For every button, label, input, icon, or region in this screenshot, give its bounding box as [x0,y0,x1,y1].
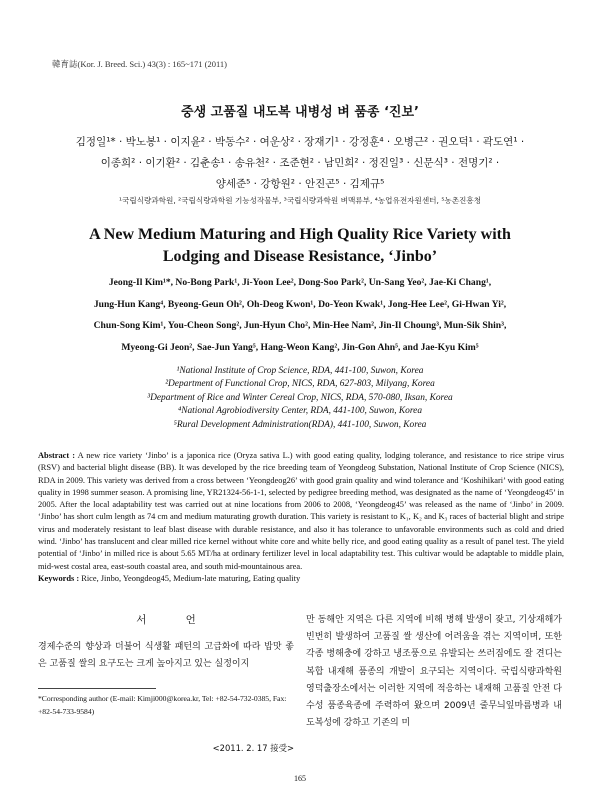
intro-paragraph-right: 만 동해안 지역은 다른 지역에 비해 병해 발생이 잦고, 기상재해가 빈번히 발생하여 고품질 쌀 생산에 어려움을 겪는 지역이며, 또한 각종 병해충에 강하고 냉조풍으로 유발되는 쓰러짐에도 잘 견디는 복합 내재해 품종의 개발이 요구되는 지역이다. 국립식량과학원 영덕출장소에서는 이러한 지역에 적응하는 내재해 고품질 안전 다수성 품종육종에 주력하여 왔으며 2009년 줄무늬잎마름병과 내도복성에 강하고 기존의 미 [306,615,562,729]
abstract-label: Abstract : [38,451,76,460]
korean-authors [70,132,530,195]
affiliation-line: ²Department of Functional Crop, NICS, RDA, 627-803, Milyang, Korea [165,379,435,390]
english-authors-line: Myeong-Gi Jeon², Sae-Jun Yang⁵, Hang-Weon Kang², Jin-Gon Ahn⁵, and Jae-Kyu Kim⁵ [121,341,479,353]
abstract [38,450,564,573]
page-number: 165 [294,774,306,783]
keywords [38,574,564,583]
korean-authors-line: 양세준⁵ · 강항원² · 안진곤⁵ · 김제규⁵ [215,178,385,190]
affiliation-line: ¹National Institute of Crop Science, RDA, 441-100, Suwon, Korea [176,366,424,376]
english-affiliations [50,365,550,432]
received-date: <2011. 2. 17 接受> [212,743,294,753]
korean-title: 중생 고품질 내도복 내병성 벼 품종 ‘진보’ [181,105,419,120]
english-authors [50,272,550,358]
keywords-label: Keywords : [38,574,80,583]
affiliation-line: ³Department of Rice and Winter Cereal Crop, NICS, RDA, 570-080, Iksan, Korea [147,392,453,403]
affiliation-line: ⁵Rural Development Administration(RDA), 441-100, Suwon, Korea [173,419,427,430]
english-authors-line: Chun-Song Kim¹, You-Cheon Song², Jun-Hyun Cho², Min-Hee Nam², Jin-Il Choung³, Mun-Sik Shin³, [93,320,507,331]
affiliation-line: ⁴National Agrobiodiversity Center, RDA, 441-100, Suwon, Korea [177,406,423,417]
intro-paragraph-left: 경제수준의 향상과 더불어 식생활 패턴의 고급화에 따라 밥맛 좋은 고품질 쌀의 요구도는 크게 높아지고 있는 실정이지 [38,642,294,669]
korean-authors-line: 이종희² · 이기환² · 김춘송¹ · 송유천² · 조준현² · 남민희² · 정진일³ · 신문식³ · 전명기² · [100,157,500,169]
korean-affiliations: ¹국립식량과학원, ²국립식량과학원 기능성작물부, ³국립식량과학원 벼맥류부, ⁴농업유전자원센터, ⁵농촌진흥청 [118,196,482,205]
left-column [38,612,294,673]
english-authors-line: Jung-Hun Kang⁴, Byeong-Geun Oh², Oh-Deog Kwon¹, Do-Yeon Kwak¹, Jong-Hee Lee², Gi-Hwan Yi², [93,298,507,310]
footnote-divider [38,688,156,689]
english-title-line: A New Medium Maturing and High Quality Rice Variety with [89,226,511,243]
section-heading-introduction: 서 언 [136,614,214,626]
abstract-text: A new rice variety ‘Jinbo’ is a japonica rice (Oryza sativa L.) with good eating quality, lodging tolerance, and resistance to rice stripe virus (RSV) and bacterial blight disease (BB). It was developed by the rice breeding team of Yeongdeog Substation, National Institute of Crop Science (NICS), RDA in 2009. This variety was derived from a cross between ‘Yeongdeog26’ with good grain quality and wind tolerance and ‘Koshihikari’ with good eating quality in 1998 summer season. A promising line, YR21324-56-1-1, selected by pedigree breeding method, was designated as the name of ‘Yeongdeog45’ in 2005. After the local adaptability test was carried out at nine locations from 2006 to 2008, ‘Yeongdeog45’ was released as the name of ‘Jinbo’ in 2009. ‘Jinbo’ has short culm length as 74 cm and medium maturating growth duration. This variety is resistant to K₁, K₂ and K₃ races of bacterial blight and stripe virus and moderately resistant to leaf blast disease with durable resistance, and also it has tolerance to unfavorable environments such as cold and dried wind. ‘Jinbo’ has translucent and clear milled rice kernel without white core and white belly rice, and good eating quality as a result of panel test. The yield potential of ‘Jinbo’ in milled rice is about 5.65 MT/ha at ordinary fertilizer level in local adaptability test. This cultivar would be adaptable to middle plain, mid-west costal area, east-south coastal area, and south mid-mountainous area. [38,451,564,571]
journal-citation: 韓育誌(Kor. J. Breed. Sci.) 43(3) : 165~171 (2011) [52,59,227,69]
korean-authors-line: 김정일¹* · 박노봉¹ · 이지윤² · 박동수² · 여운상² · 장재기¹ · 강정훈⁴ · 오병근² · 권오덕¹ · 곽도연¹ · [75,136,525,148]
english-authors-line: Jeong-Il Kim¹*, No-Bong Park¹, Ji-Yoon Lee², Dong-Soo Park², Un-Sang Yeo², Jae-Ki Chang¹, [108,277,492,288]
english-title-line: Lodging and Disease Resistance, ‘Jinbo’ [162,248,438,265]
corresponding-author-footnote: *Corresponding author (E-mail: Kimji000@korea.kr, Tel: +82-54-732-0385, Fax: +82-54-733-9584) [38,694,287,716]
keywords-text: Rice, Jinbo, Yeongdeog45, Medium-late maturing, Eating quality [81,574,301,583]
english-title [40,224,560,268]
